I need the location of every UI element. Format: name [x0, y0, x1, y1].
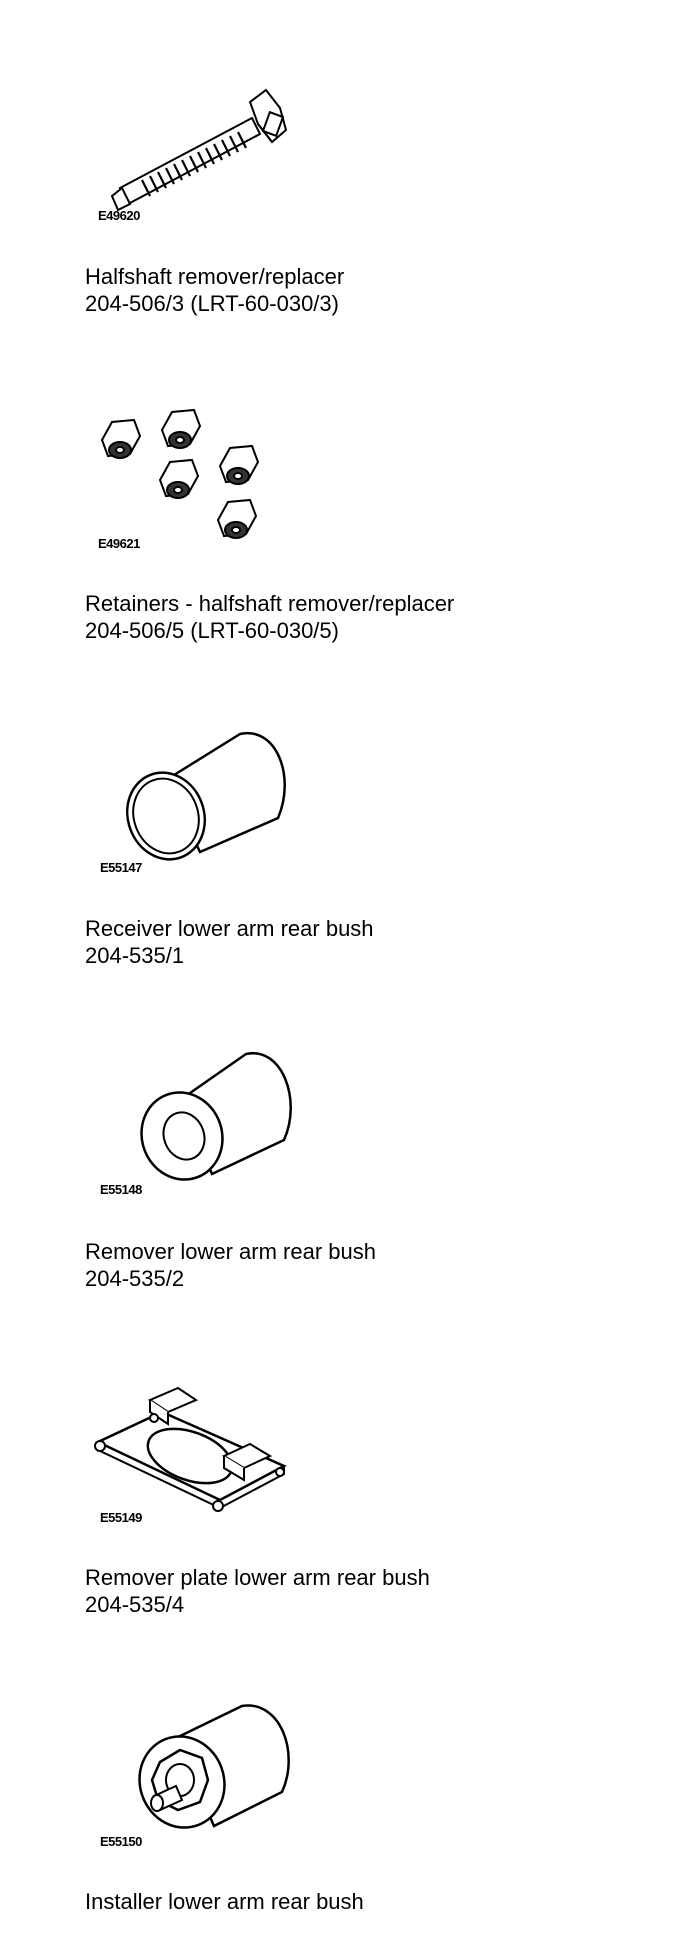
tool-illustration — [90, 720, 310, 875]
tool-name: Receiver lower arm rear bush — [85, 916, 374, 941]
installer-icon — [90, 1692, 310, 1842]
tool-caption — [85, 1564, 430, 1618]
tool-name: Remover lower arm rear bush — [85, 1239, 376, 1264]
tool-caption — [85, 1888, 364, 1915]
retainer-nuts-icon — [90, 400, 310, 550]
tool-illustration — [90, 80, 310, 230]
tool-illustration — [90, 1040, 310, 1197]
tool-name: Installer lower arm rear bush — [85, 1889, 364, 1914]
figure-id: E55150 — [100, 1834, 142, 1849]
tool-illustration — [90, 1692, 310, 1849]
figure-id: E49621 — [98, 536, 140, 551]
figure-id: E49620 — [98, 208, 140, 223]
tool-part-number: 204-506/3 (LRT-60-030/3) — [85, 291, 339, 316]
tool-part-number: 204-535/4 — [85, 1592, 185, 1617]
tool-caption — [85, 915, 374, 969]
remover-plate-icon — [90, 1366, 310, 1516]
figure-id: E55147 — [100, 860, 142, 875]
figure-id: E55148 — [100, 1182, 142, 1197]
tool-name: Remover plate lower arm rear bush — [85, 1565, 430, 1590]
tool-caption — [85, 1238, 376, 1292]
tool-caption — [85, 263, 344, 317]
figure-id: E55149 — [100, 1510, 142, 1525]
tool-name: Halfshaft remover/replacer — [85, 264, 345, 289]
remover-cylinder-icon — [90, 1040, 310, 1190]
tool-illustration — [90, 1366, 310, 1525]
tool-illustration — [90, 400, 310, 550]
tool-name: Retainers - halfshaft remover/replacer — [85, 591, 455, 616]
receiver-cylinder-icon — [90, 720, 310, 870]
tool-part-number: 204-535/2 — [85, 1266, 185, 1291]
tool-part-number: 204-535/1 — [85, 943, 185, 968]
tool-caption — [85, 590, 454, 644]
tool-part-number: 204-506/5 (LRT-60-030/5) — [85, 618, 339, 643]
